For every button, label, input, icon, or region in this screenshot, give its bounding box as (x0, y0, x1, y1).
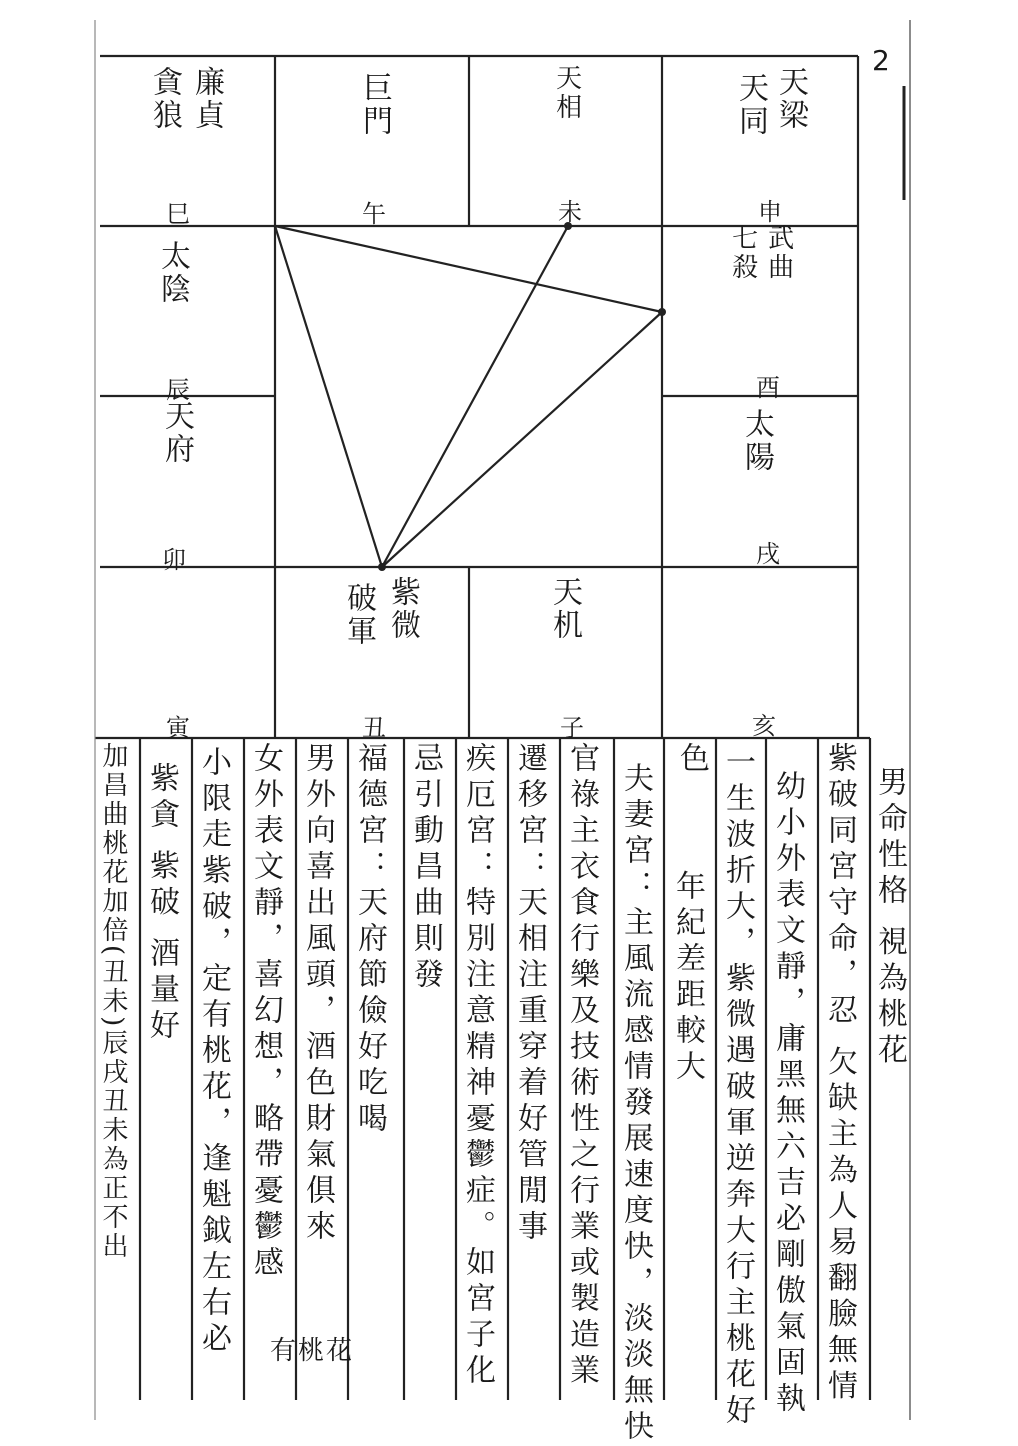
palace-zi-branch: 子 (560, 714, 584, 742)
palace-chen-branch: 辰 (166, 376, 190, 404)
palace-hai-branch: 亥 (752, 712, 776, 740)
note-line: 女外表文靜，喜幻想，略帶憂鬱感 (248, 742, 283, 1282)
note-line: 官祿主衣食行樂及技術性之行業或製造業 (564, 742, 599, 1390)
palace-shen-star-1: 天梁 (773, 66, 808, 132)
palace-chou-star-2: 破軍 (341, 582, 376, 648)
palace-yin-branch: 寅 (166, 714, 190, 742)
note-line: 疾厄宮：特別注意精神憂鬱症。如宮子化 (460, 742, 495, 1390)
note-line: 福德宮：天府節儉好吃喝 (352, 742, 387, 1138)
palace-si-star-2: 貪狼 (147, 66, 182, 132)
note-line: 紫破同宮守命，忍 欠缺主為人易翻臉無情 (822, 742, 857, 1406)
note-line: 一生波折大，紫微遇破軍逆奔大行主桃花好 (720, 746, 755, 1430)
palace-zi-star-1: 天机 (547, 576, 582, 642)
palace-shen-star-2: 天同 (733, 72, 768, 138)
palace-chou-star-1: 紫微 (385, 576, 420, 642)
note-line: 小限走紫破，定有桃花，逢魁鉞左右必 (196, 746, 231, 1358)
note-line: 紫貪 紫破 酒量好 (144, 762, 179, 1046)
palace-you-star-2: 七殺 (727, 224, 758, 282)
note-line: 夫妻宮：主風流感情發展速度快，淡淡無快 (618, 762, 653, 1446)
note-line: 遷移宮：天相注重穿着好管閒事 (512, 742, 547, 1246)
palace-you-star-1: 武曲 (763, 224, 794, 282)
palace-wu-star-1: 巨門 (357, 72, 392, 138)
page-number: 2 (872, 44, 890, 77)
palace-si-star-1: 廉貞 (189, 66, 224, 132)
palace-wei-star-1: 天相 (551, 64, 582, 122)
palace-si-branch: 巳 (166, 200, 190, 228)
note-line: 色 (674, 742, 709, 778)
palace-chou-branch: 丑 (362, 714, 386, 742)
note-line: 年紀差距較大 (670, 870, 705, 1086)
note-line: 忌引動昌曲則發 (408, 742, 443, 994)
note-line: 男外向喜出風頭，酒色財氣俱來 (300, 742, 335, 1246)
palace-xu-star-1: 太陽 (739, 408, 774, 474)
palace-chen-star-1: 太陰 (155, 240, 190, 306)
palace-xu-branch: 戌 (756, 540, 780, 568)
palace-mao-star-1: 天府 (159, 400, 194, 466)
note-line: 幼小外表文靜，庸黑無六吉必剛傲氣固執 (770, 770, 805, 1418)
palace-wei-branch: 未 (558, 198, 582, 226)
palace-you-branch: 酉 (756, 374, 780, 402)
palace-wu-branch: 午 (362, 200, 386, 228)
palace-mao-branch: 卯 (162, 546, 186, 574)
note-line: 加昌曲桃花加倍(丑未)辰戌丑未為正不出 (98, 742, 128, 1262)
note-line: 有桃花 (270, 1336, 355, 1366)
palace-shen-branch: 申 (758, 198, 782, 226)
note-title: 男命性格 視為桃花 (872, 766, 907, 1070)
